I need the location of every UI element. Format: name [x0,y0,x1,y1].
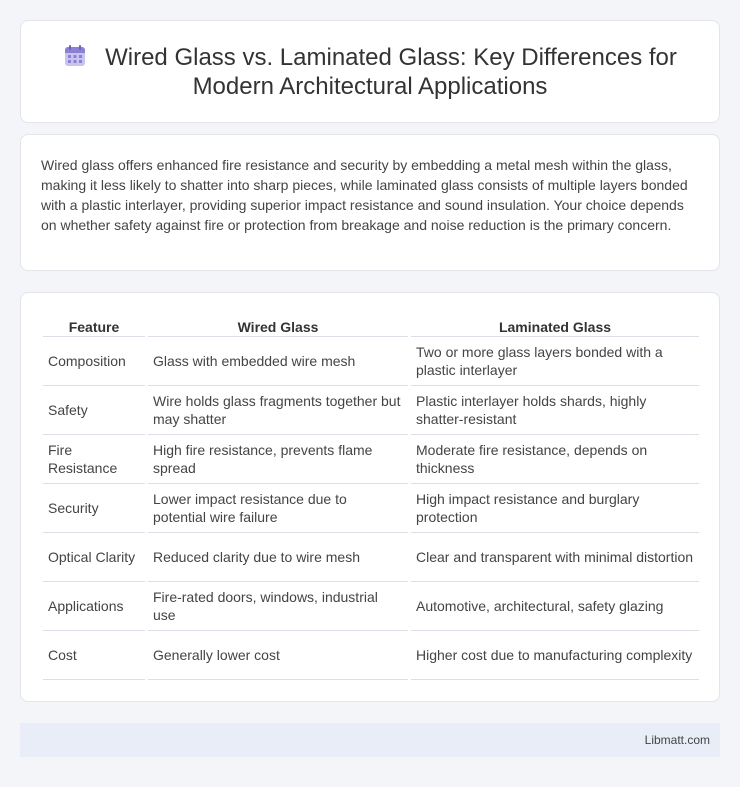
wired-cell: Generally lower cost [148,631,408,680]
page-title [51,43,689,101]
feature-cell: Safety [43,386,145,435]
table-row [43,582,699,631]
comparison-table-card [20,292,720,702]
summary-card [20,134,720,271]
calendar-icon [63,44,87,68]
feature-cell: Optical Clarity [43,533,145,582]
feature-cell: Composition [43,337,145,386]
table-row [43,484,699,533]
wired-cell: Wire holds glass fragments together but may shatter [148,386,408,435]
comparison-table [40,315,702,680]
header-wired-glass: Wired Glass [148,315,408,337]
footer [20,723,720,757]
feature-cell: Security [43,484,145,533]
table-row [43,337,699,386]
laminated-cell: Plastic interlayer holds shards, highly shatter-resistant [411,386,699,435]
table-row [43,631,699,680]
laminated-cell: Higher cost due to manufacturing complexity [411,631,699,680]
laminated-cell: Moderate fire resistance, depends on thickness [411,435,699,484]
laminated-cell: Two or more glass layers bonded with a plastic interlayer [411,337,699,386]
laminated-cell: Automotive, architectural, safety glazing [411,582,699,631]
laminated-cell: High impact resistance and burglary protection [411,484,699,533]
wired-cell: Fire-rated doors, windows, industrial use [148,582,408,631]
wired-cell: Glass with embedded wire mesh [148,337,408,386]
page-title-text: Wired Glass vs. Laminated Glass: Key Differences for Modern Architectural Applications [105,43,677,100]
footer-brand-link[interactable]: Libmatt.com [644,733,710,747]
table-row [43,435,699,484]
wired-cell: Lower impact resistance due to potential wire failure [148,484,408,533]
laminated-cell: Clear and transparent with minimal distortion [411,533,699,582]
feature-cell: Cost [43,631,145,680]
feature-cell: Fire Resistance [43,435,145,484]
table-row [43,386,699,435]
wired-cell: High fire resistance, prevents flame spread [148,435,408,484]
wired-cell: Reduced clarity due to wire mesh [148,533,408,582]
table-row [43,533,699,582]
table-header-row [43,315,699,337]
summary-text: Wired glass offers enhanced fire resistance and security by embedding a metal mesh within the glass, making it less likely to shatter into sharp pieces, while laminated glass consists of multiple layers bonded with a plastic interlayer, providing superior impact resistance and sound insulation. Your choice depends on whether safety against fire or protection from breakage and noise reduction is the primary concern. [41,157,688,233]
feature-cell: Applications [43,582,145,631]
title-card [20,20,720,123]
header-feature: Feature [43,315,145,337]
header-laminated-glass: Laminated Glass [411,315,699,337]
